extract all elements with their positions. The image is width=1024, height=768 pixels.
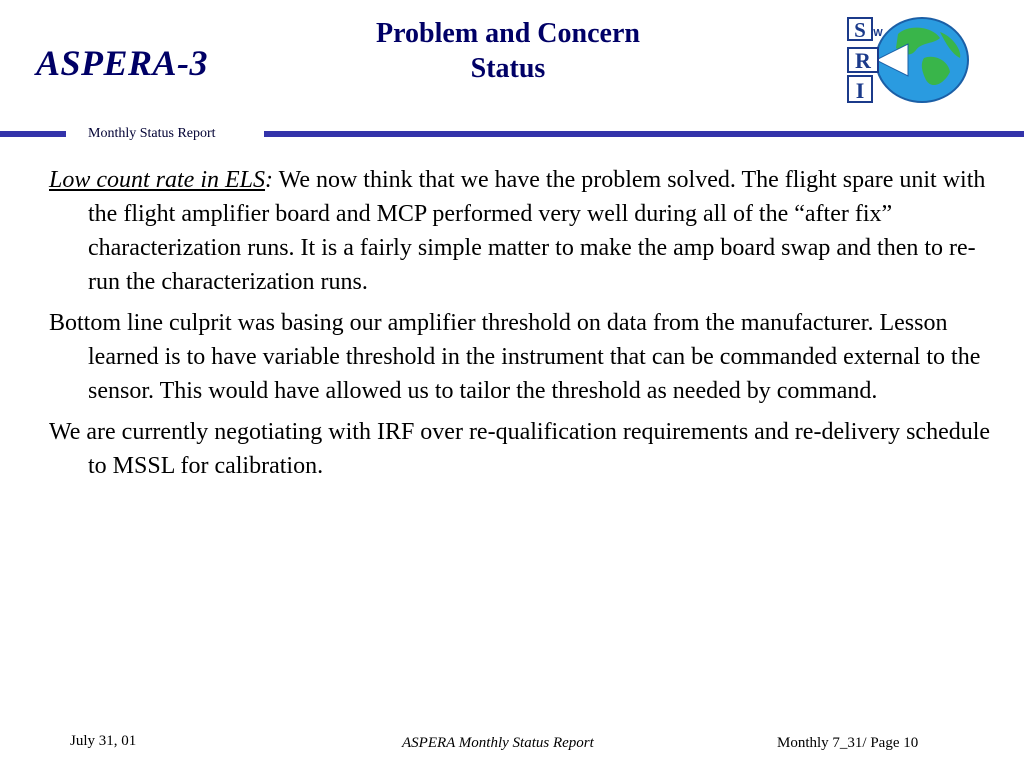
logo-letter-i: I <box>855 78 865 103</box>
logo-letter-s: S <box>854 18 866 42</box>
slide-title-line-1: Problem and Concern <box>376 18 640 49</box>
slide-title <box>300 16 716 86</box>
paragraph-lead: Low count rate in ELS <box>49 167 266 193</box>
paragraph-lead-colon: : <box>265 167 274 193</box>
brand-title: ASPERA-3 <box>36 43 209 83</box>
paragraph-text: Bottom line culprit was basing our amplifier threshold on data from the manufacturer. Lesson learned is to have variable threshold in the instrument that can be commanded external to the sensor. This would have allowed us to tailor the threshold as needed by command. <box>49 310 981 404</box>
logo-letter-r: R <box>855 48 871 73</box>
paragraph-culprit <box>49 306 994 408</box>
paragraph-text: We are currently negotiating with IRF over re-qualification requirements and re-delivery schedule to MSSL for calibration. <box>49 419 991 479</box>
footer-report-name: ASPERA Monthly Status Report <box>402 735 594 751</box>
logo-letter-w: W <box>873 28 883 39</box>
paragraph-els <box>49 163 994 299</box>
paragraph-text: We now think that we have the problem solved. The flight spare unit with the flight amplifier board and MCP performed very well during all of the “after fix” characterization runs. It is a fairly simple matter to make the amp board swap and then to re-run the characterization runs. <box>88 167 986 295</box>
slide-body <box>49 163 994 490</box>
footer-date: July 31, 01 <box>70 733 137 749</box>
header-rule-left <box>0 131 66 137</box>
swri-logo <box>836 14 970 106</box>
slide-title-line-2: Status <box>470 53 546 84</box>
paragraph-negotiation <box>49 415 994 483</box>
footer-page-number: Monthly 7_31/ Page 10 <box>777 735 919 751</box>
header-rule-right <box>264 131 1024 137</box>
report-subtitle: Monthly Status Report <box>88 126 216 141</box>
